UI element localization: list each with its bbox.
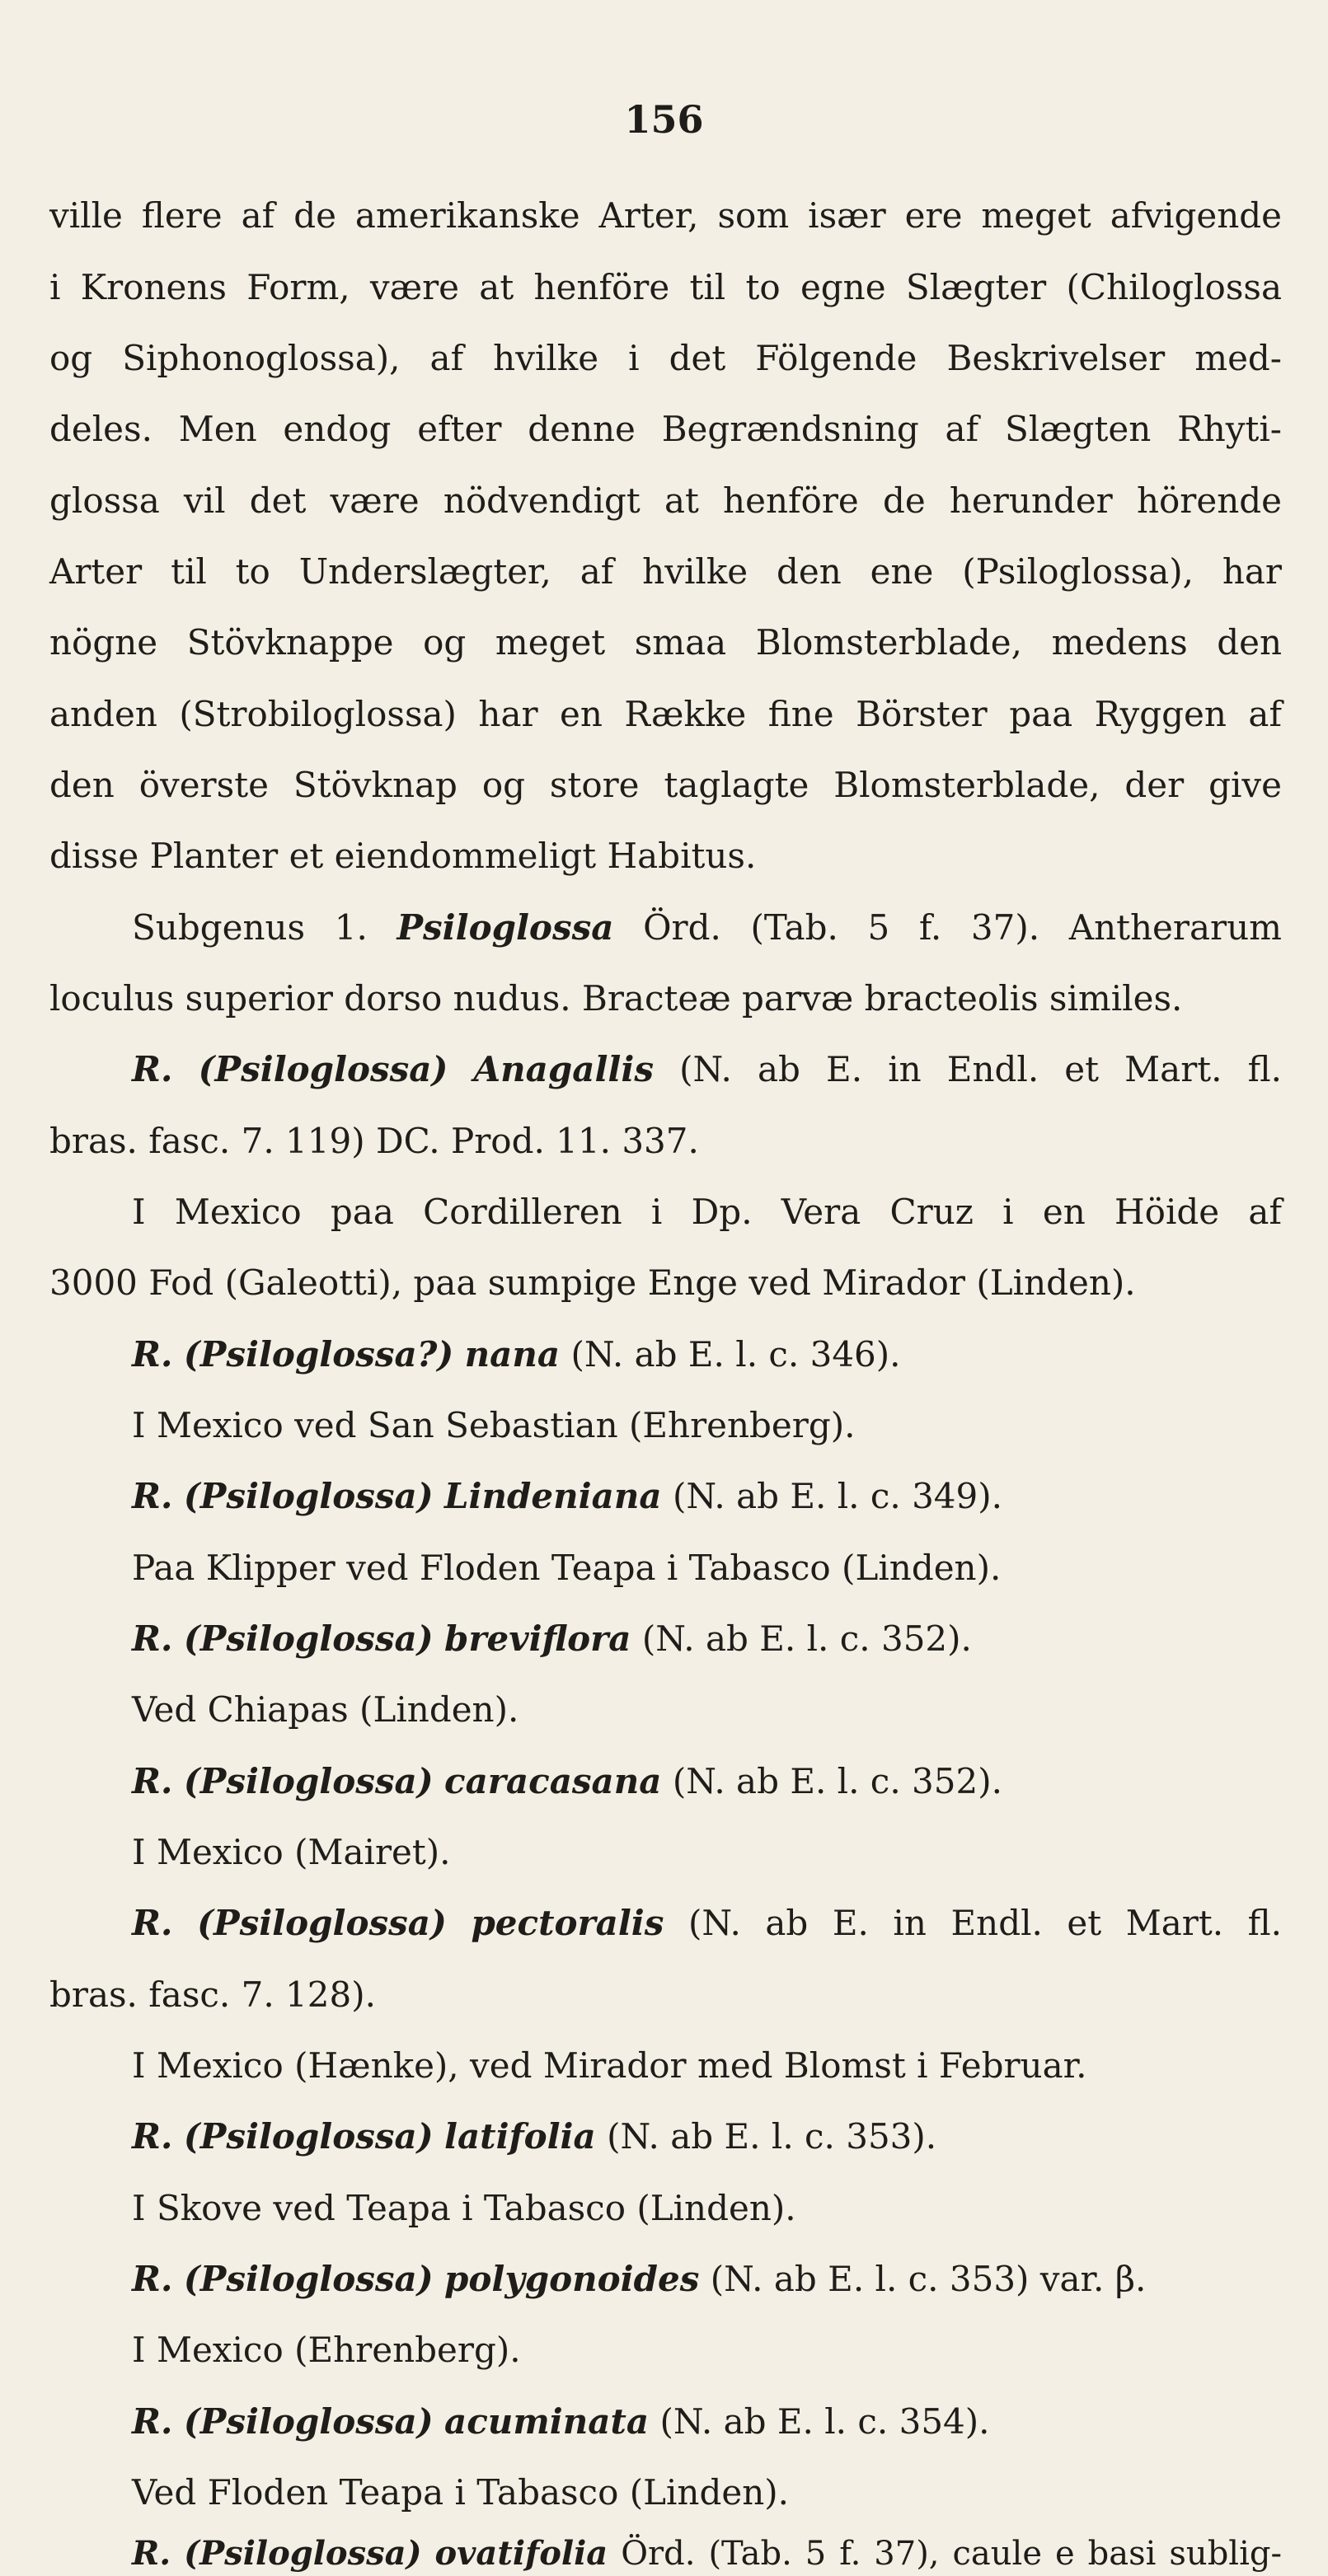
paragraph-line: ville flere af de amerikanske Arter, som især ere meget afvigende [49, 195, 1282, 236]
species-epithet: latifolia [444, 2116, 596, 2157]
species-entry: R. (Psiloglossa) ovatifolia Örd. (Tab. 5 f. 37), caule e basi sublig- [132, 2534, 1283, 2573]
paragraph-line: deles. Men endog efter denne Begrændsning af Slægten Rhyti- [49, 409, 1282, 449]
species-epithet: nana [464, 1334, 561, 1375]
species-locality: I Mexico ved San Sebastian (Ehrenberg). [132, 1405, 856, 1445]
species-entry: R. (Psiloglossa?) nana (N. ab E. l. c. 346). [132, 1334, 901, 1375]
species-entry: R. (Psiloglossa) Anagallis (N. ab E. in Endl. et Mart. fl. [132, 1049, 1282, 1089]
species-locality: Ved Floden Teapa i Tabasco (Linden). [132, 2472, 789, 2513]
species-entry: R. (Psiloglossa) acuminata (N. ab E. l. c. 354). [132, 2401, 990, 2442]
species-citation: bras. fasc. 7. 119) DC. Prod. 11. 337. [49, 1121, 699, 1161]
species-entry: R. (Psiloglossa) breviflora (N. ab E. l. c. 352). [132, 1618, 972, 1659]
species-entry: R. (Psiloglossa) polygonoides (N. ab E. l. c. 353) var. β. [132, 2259, 1147, 2299]
species-locality: I Mexico paa Cordilleren i Dp. Vera Cruz i en Höide af [132, 1192, 1282, 1232]
paragraph-line: nögne Stövknappe og meget smaa Blomsterblade, medens den [49, 622, 1282, 663]
species-locality: Paa Klipper ved Floden Teapa i Tabasco (Linden). [132, 1548, 1002, 1588]
species-entry: R. (Psiloglossa) Lindeniana (N. ab E. l. c. 349). [132, 1476, 1002, 1516]
species-epithet: acuminata [444, 2401, 650, 2442]
species-epithet: polygonoides [444, 2259, 700, 2299]
paragraph-line: anden (Strobiloglossa) har en Række fine Börster paa Ryggen af [49, 694, 1282, 734]
species-locality: I Mexico (Hænke), ved Mirador med Blomst i Februar. [132, 2045, 1087, 2086]
subgenus-name: Psiloglossa [397, 907, 614, 948]
species-entry: R. (Psiloglossa) caracasana (N. ab E. l. c. 352). [132, 1761, 1002, 1801]
paragraph-line: glossa vil det være nödvendigt at henföre de herunder hörende [49, 480, 1282, 521]
paragraph-line: Arter til to Underslægter, af hvilke den ene (Psiloglossa), har [49, 551, 1282, 592]
paragraph-line: disse Planter et eiendommeligt Habitus. [49, 836, 757, 876]
species-entry: R. (Psiloglossa) latifolia (N. ab E. l. c. 353). [132, 2116, 937, 2157]
species-epithet: Lindeniana [444, 1476, 662, 1516]
species-epithet: pectoralis [471, 1903, 664, 1943]
subgenus-suffix: Örd. (Tab. 5 f. 37). Antherarum [613, 907, 1282, 948]
page-number: 156 [624, 97, 704, 142]
species-epithet: breviflora [444, 1618, 631, 1659]
species-epithet: ovatifolia [434, 2534, 608, 2573]
species-locality: I Mexico (Mairet). [132, 1832, 451, 1872]
subgenus-prefix: Subgenus 1. [132, 907, 397, 948]
subgenus-diagnosis: loculus superior dorso nudus. Bracteæ parvæ bracteolis similes. [49, 978, 1183, 1019]
paragraph-line: i Kronens Form, være at henföre til to egne Slægter (Chiloglossa [49, 267, 1282, 307]
species-locality: I Skove ved Teapa i Tabasco (Linden). [132, 2188, 796, 2228]
subgenus-heading [132, 907, 1282, 948]
paragraph-line: den överste Stövknap og store taglagte Blomsterblade, der give [49, 765, 1282, 805]
species-epithet: Anagallis [473, 1049, 654, 1089]
species-epithet: caracasana [444, 1761, 662, 1801]
species-entry: R. (Psiloglossa) pectoralis (N. ab E. in Endl. et Mart. fl. [132, 1903, 1283, 1943]
species-locality: I Mexico (Ehrenberg). [132, 2330, 521, 2370]
species-locality: 3000 Fod (Galeotti), paa sumpige Enge ved Mirador (Linden). [49, 1262, 1136, 1303]
species-locality: Ved Chiapas (Linden). [132, 1689, 519, 1730]
species-citation: bras. fasc. 7. 128). [49, 1974, 376, 2015]
paragraph-line: og Siphonoglossa), af hvilke i det Fölgende Beskrivelser med- [49, 338, 1282, 378]
